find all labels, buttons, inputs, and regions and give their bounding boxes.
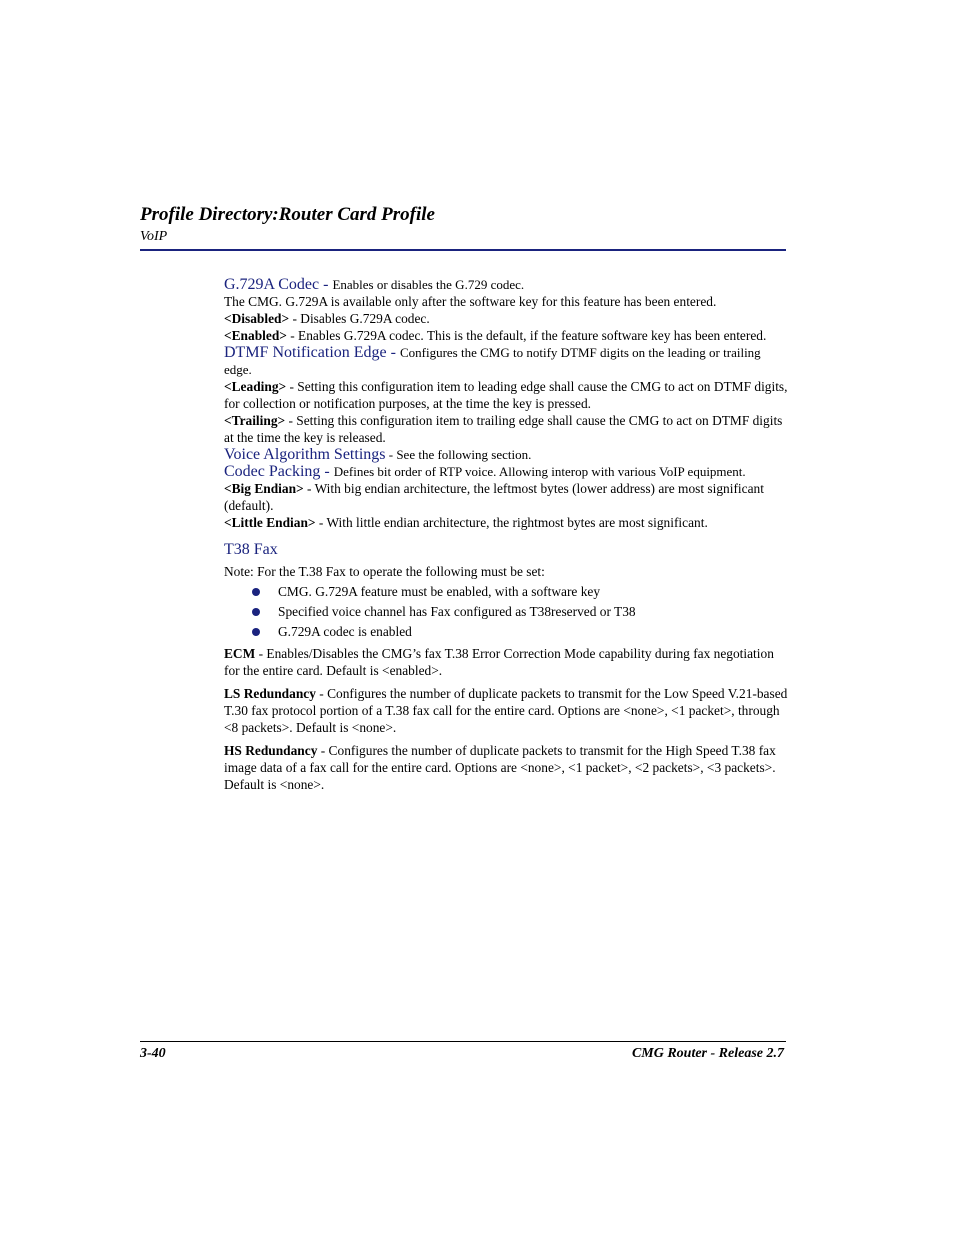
bullet-icon <box>252 628 260 636</box>
g729-section <box>224 276 789 293</box>
hs-redundancy-paragraph <box>224 742 789 793</box>
codec-packing-section <box>224 463 789 480</box>
dtmf-heading: DTMF Notification Edge - <box>224 344 400 361</box>
hs-redundancy-text: - Configures the number of duplicate packets to transmit for the High Speed T.38 fax image data of a fax call for the entire card. Options are <none>, <1 packet>, <2 packets>, <3 packets>. Default is <none>. <box>224 743 776 792</box>
little-endian-label: <Little Endian> <box>224 515 316 530</box>
voice-algorithm-section <box>224 446 789 463</box>
dtmf-trailing-label: <Trailing> <box>224 413 286 428</box>
ls-redundancy-text: - Configures the number of duplicate packets to transmit for the Low Speed V.21-based T.30 fax protocol portion of a T.38 fax call for the entire card. Options are <none>, <1 packet>, through <8 packets>. Default is <none>. <box>224 686 788 735</box>
list-item <box>224 583 789 600</box>
footer-divider <box>140 1041 786 1042</box>
g729-enabled-label: <Enabled> <box>224 328 287 343</box>
list-item <box>224 623 789 640</box>
t38-note: Note: For the T.38 Fax to operate the following must be set: <box>224 564 545 579</box>
dtmf-leading-label: <Leading> <box>224 379 287 394</box>
voice-algorithm-heading: Voice Algorithm Settings <box>224 446 386 463</box>
dtmf-trailing-option <box>224 412 789 446</box>
hs-redundancy-label: HS Redundancy <box>224 743 318 758</box>
dtmf-leading-text: - Setting this configuration item to leading edge shall cause the CMG to act on DTMF digits, for collection or notification purposes, at the time the key is pressed. <box>224 379 788 411</box>
list-item-text: CMG. G.729A feature must be enabled, with a software key <box>278 584 601 599</box>
g729-disabled-label: <Disabled> <box>224 311 290 326</box>
bullet-icon <box>252 608 260 616</box>
dtmf-trailing-text: - Setting this configuration item to trailing edge shall cause the CMG to act on DTMF digits at the time the key is released. <box>224 413 783 445</box>
little-endian-text: - With little endian architecture, the rightmost bytes are most significant. <box>315 515 708 530</box>
g729-disabled-text: - Disables G.729A codec. <box>289 311 430 326</box>
codec-packing-heading: Codec Packing - <box>224 463 334 480</box>
g729-heading: G.729A Codec - <box>224 276 333 293</box>
ecm-label: ECM <box>224 646 256 661</box>
list-item-text: Specified voice channel has Fax configured as T38reserved or T38 <box>278 604 636 619</box>
codec-packing-desc: Defines bit order of RTP voice. Allowing interop with various VoIP equipment. <box>333 464 746 479</box>
g729-note: The CMG. G.729A is available only after the software key for this feature has been entered. <box>224 294 717 309</box>
dtmf-section <box>224 344 789 378</box>
list-item <box>224 603 789 620</box>
footer-release: CMG Router - Release 2.7 <box>631 1046 784 1061</box>
t38-heading: T38 Fax <box>224 541 278 558</box>
t38-requirements-list <box>224 583 789 640</box>
page-header-title: Profile Directory:Router Card Profile <box>140 204 435 225</box>
ecm-text: - Enables/Disables the CMG’s fax T.38 Error Correction Mode capability during fax negotiation for the entire card. Default is <enabled>. <box>224 646 774 678</box>
big-endian-text: - With big endian architecture, the leftmost bytes (lower address) are most significant (default). <box>224 481 764 513</box>
page-number: 3-40 <box>140 1046 166 1061</box>
little-endian-option <box>224 514 789 531</box>
page-header-subtitle: VoIP <box>140 229 168 244</box>
main-content <box>224 276 789 793</box>
dtmf-leading-option <box>224 378 789 412</box>
g729-enabled-text: - Enables G.729A codec. This is the default, if the feature software key has been entered. <box>286 328 767 343</box>
bullet-icon <box>252 588 260 596</box>
list-item-text: G.729A codec is enabled <box>278 624 412 639</box>
dtmf-desc: Configures the CMG to notify DTMF digits on the leading or trailing edge. <box>224 345 761 377</box>
header-divider <box>140 249 786 251</box>
g729-enabled-option <box>224 327 789 344</box>
big-endian-option <box>224 480 789 514</box>
g729-desc: Enables or disables the G.729 codec. <box>332 277 525 292</box>
g729-disabled-option <box>224 310 789 327</box>
big-endian-label: <Big Endian> <box>224 481 304 496</box>
ls-redundancy-paragraph <box>224 685 789 736</box>
ecm-paragraph <box>224 645 789 679</box>
ls-redundancy-label: LS Redundancy <box>224 686 316 701</box>
voice-algorithm-desc: - See the following section. <box>385 447 532 462</box>
